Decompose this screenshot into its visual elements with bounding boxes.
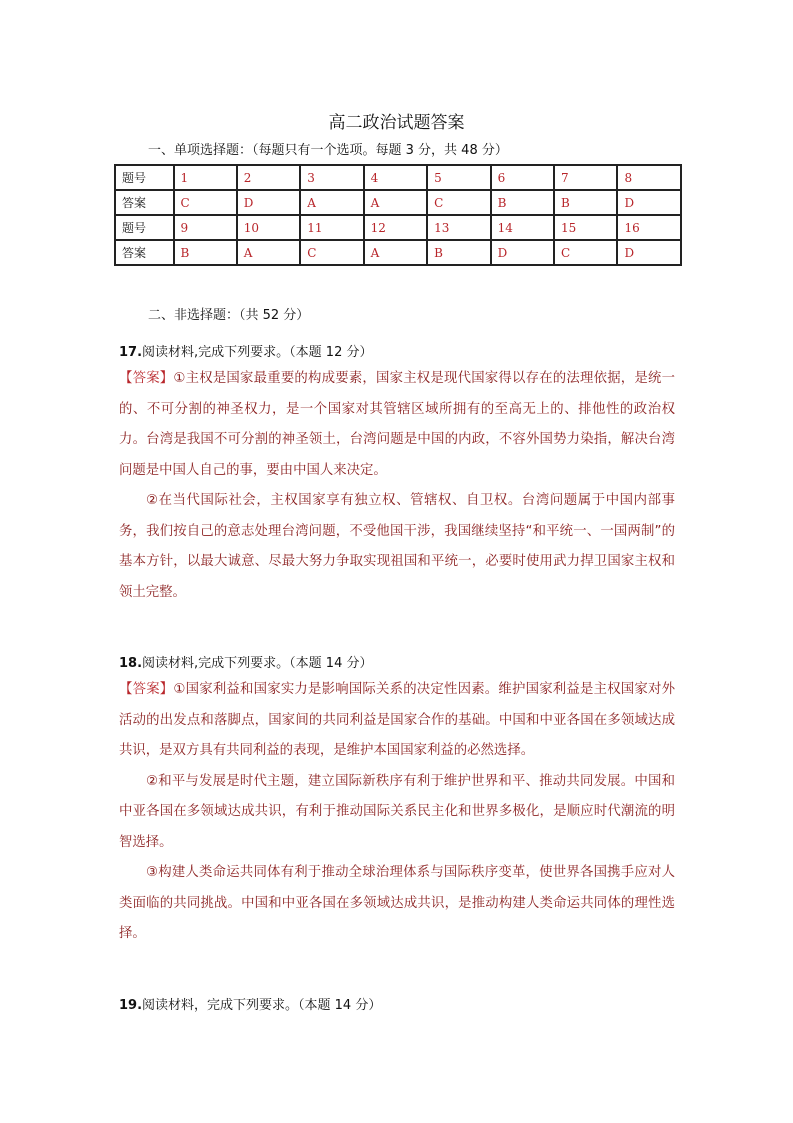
question-18-answer-para-2: ②和平与发展是时代主题，建立国际新秩序有利于维护世界和平、推动共同发展。中国和中亚各国在多领域达成共识，有利于推动国际关系民主化和世界多极化，是顺应时代潮流的明智选择。 [119, 773, 675, 850]
table-cell: 9 [174, 215, 237, 240]
table-cell: 3 [300, 165, 363, 190]
table-row-header: 答案 [115, 190, 174, 215]
table-row-header: 题号 [115, 215, 174, 240]
question-19-heading [119, 994, 381, 1013]
table-cell: A [300, 190, 363, 215]
section-heading-non-choice: 二、非选择题：（共 52 分） [148, 308, 310, 323]
question-17-answer-para-2: ②在当代国际社会，主权国家享有独立权、管辖权、自卫权。台湾问题属于中国内部事务，我们按自己的意志处理台湾问题，不受他国干涉，我国继续坚持“和平统一、一国两制”的基本方针，以最大诚意、尽最大努力争取实现祖国和平统一，必要时使用武力捍卫国家主权和领土完整。 [119, 493, 675, 600]
table-row [115, 190, 681, 215]
page-title: 高二政治试题答案 [328, 113, 465, 133]
table-cell: B [427, 240, 490, 265]
table-cell: B [174, 240, 237, 265]
table-cell: 13 [427, 215, 490, 240]
table-cell: 6 [491, 165, 554, 190]
table-cell: 8 [617, 165, 681, 190]
table-row [115, 165, 681, 190]
question-18-answer-para-3: ③构建人类命运共同体有利于推动全球治理体系与国际秩序变革，使世界各国携手应对人类面临的共同挑战。中国和中亚各国在多领域达成共识，是推动构建人类命运共同体的理性选择。 [119, 865, 675, 941]
question-19-number: 19. [119, 998, 143, 1013]
answer-tag: 【答案】 [119, 371, 174, 386]
table-cell: 5 [427, 165, 490, 190]
question-18-answer [119, 675, 675, 950]
question-18-prompt: 阅读材料,完成下列要求。（本题 14 分） [142, 656, 373, 671]
table-cell: A [364, 190, 427, 215]
question-17-answer-para-1: 【答案】①主权是国家最重要的构成要素，国家主权是现代国家得以存在的法理依据，是统一的、不可分割的神圣权力，是一个国家对其管辖区域所拥有的至高无上的、排他性的政治权力。台湾是我国不可分割的神圣领土，台湾问题是中国的内政，不容外国势力染指，解决台湾问题是中国人自己的事，要由中国人来决定。 [119, 371, 675, 478]
table-cell: D [617, 190, 681, 215]
table-cell: 2 [237, 165, 300, 190]
table-cell: A [364, 240, 427, 265]
question-18-answer-para-1: 【答案】①国家利益和国家实力是影响国际关系的决定性因素。维护国家利益是主权国家对外活动的出发点和落脚点，国家间的共同利益是国家合作的基础。中国和中亚各国在多领域达成共识，是双方具有共同利益的表现，是维护本国国家利益的必然选择。 [119, 682, 675, 758]
question-19-prompt: 阅读材料，完成下列要求。（本题 14 分） [142, 998, 382, 1013]
table-cell: 12 [364, 215, 427, 240]
question-18-number: 18. [119, 656, 143, 671]
table-cell: B [491, 190, 554, 215]
table-cell: 11 [300, 215, 363, 240]
table-cell: D [491, 240, 554, 265]
table-cell: 16 [617, 215, 681, 240]
table-cell: A [237, 240, 300, 265]
answer-table [114, 164, 682, 266]
table-cell: C [427, 190, 490, 215]
table-row-header: 题号 [115, 165, 174, 190]
table-cell: 1 [174, 165, 237, 190]
question-17-heading [119, 341, 372, 360]
question-18-heading [119, 652, 372, 671]
table-row [115, 240, 681, 265]
table-cell: C [554, 240, 617, 265]
question-17-answer [119, 364, 675, 608]
question-17-prompt: 阅读材料,完成下列要求。（本题 12 分） [142, 345, 373, 360]
table-row [115, 215, 681, 240]
table-cell: 4 [364, 165, 427, 190]
table-cell: C [174, 190, 237, 215]
table-cell: 15 [554, 215, 617, 240]
question-17-number: 17. [119, 345, 143, 360]
table-cell: C [300, 240, 363, 265]
answer-tag: 【答案】 [119, 682, 174, 697]
table-cell: D [237, 190, 300, 215]
table-cell: 10 [237, 215, 300, 240]
table-cell: B [554, 190, 617, 215]
table-row-header: 答案 [115, 240, 174, 265]
table-cell: 14 [491, 215, 554, 240]
table-cell: 7 [554, 165, 617, 190]
section-heading-multiple-choice: 一、单项选择题：（每题只有一个选项。每题 3 分，共 48 分） [148, 143, 508, 158]
table-cell: D [617, 240, 681, 265]
